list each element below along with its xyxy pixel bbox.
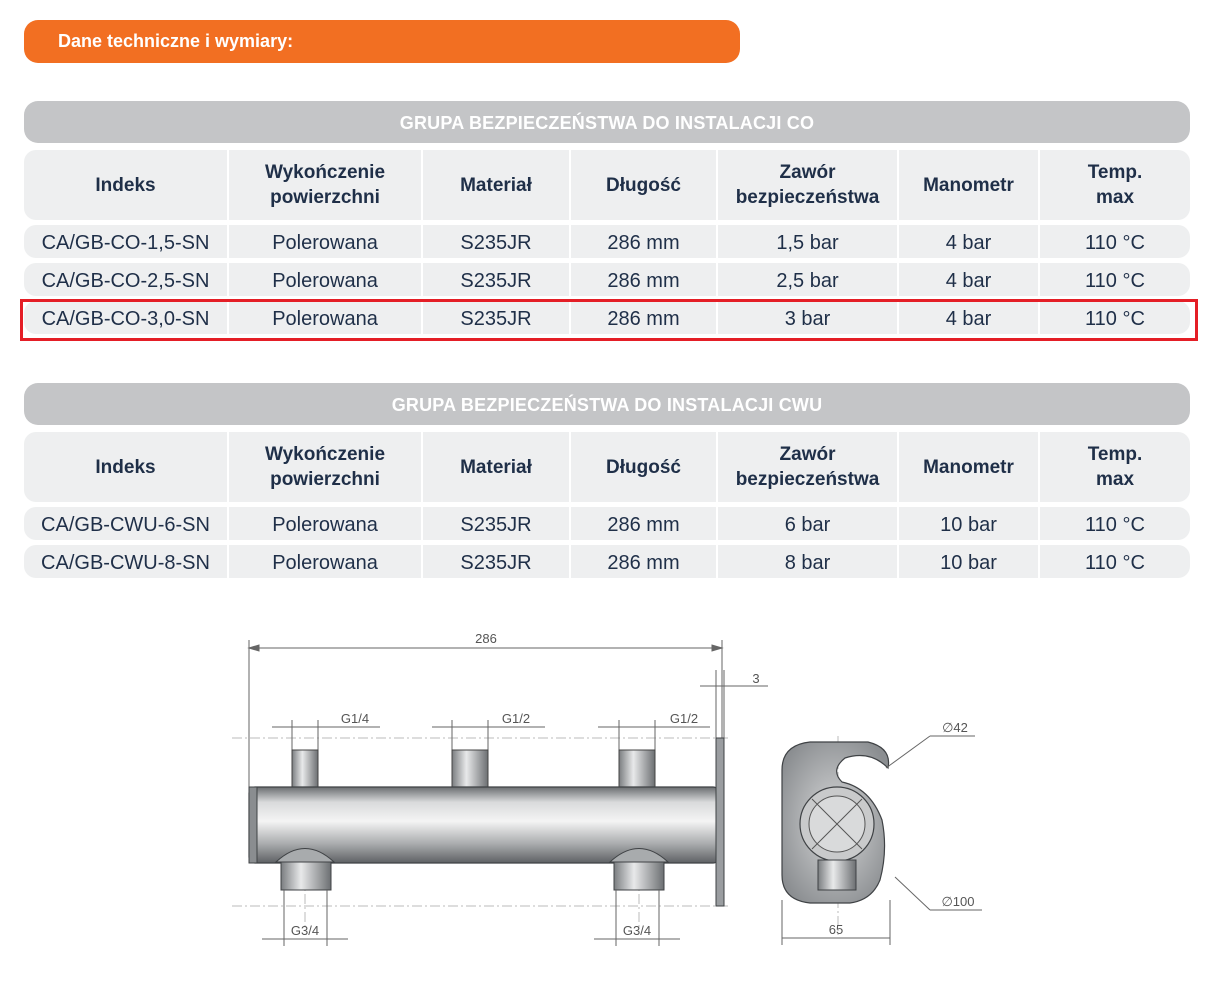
port-label-g12: G1/2 <box>669 711 699 726</box>
section-banner: Dane techniczne i wymiary: <box>24 20 740 63</box>
bottom-dimension-lines <box>262 890 680 946</box>
cell-gauge: 4 bar <box>899 225 1040 258</box>
cell-length: 286 mm <box>571 545 718 578</box>
cell-material: S235JR <box>423 263 571 296</box>
cell-length: 286 mm <box>571 263 718 296</box>
diameter-small-label: ∅42 <box>942 720 968 735</box>
cell-length: 286 mm <box>571 225 718 258</box>
cell-gauge: 4 bar <box>899 263 1040 296</box>
port-label-g14: G1/4 <box>340 711 370 726</box>
cell-temp: 110 °C <box>1085 269 1145 292</box>
pipe-end-cap <box>249 787 257 863</box>
bottom-nozzle <box>610 849 668 891</box>
cell-finish: Polerowana <box>229 545 423 578</box>
wall-flange <box>716 738 724 906</box>
cell-temp: 110 °C <box>1085 551 1145 574</box>
cell-temp: 110 °C <box>1085 231 1145 254</box>
dimension-length-label: 286 <box>475 631 497 646</box>
cell-valve: 2,5 bar <box>718 263 899 296</box>
col-header: Wykończenie powierzchni <box>229 432 423 502</box>
dimension-flange-label: 3 <box>752 671 760 686</box>
col-header: Długość <box>571 150 718 220</box>
diameter-large-label: ∅100 <box>941 894 975 909</box>
col-header: Długość <box>571 432 718 502</box>
cell-index: CA/GB-CWU-8-SN <box>24 545 229 578</box>
cell-material: S235JR <box>423 225 571 258</box>
cell-gauge: 4 bar <box>899 301 1040 334</box>
col-header: Indeks <box>24 432 229 502</box>
col-header: Temp. max <box>1087 162 1143 208</box>
table-row <box>24 545 1190 578</box>
cell-length: 286 mm <box>571 301 718 334</box>
col-header: Temp. max <box>1087 444 1143 490</box>
highlighted-row-frame <box>20 299 1198 341</box>
cell-length: 286 mm <box>571 507 718 540</box>
cell-valve: 8 bar <box>718 545 899 578</box>
cell-finish: Polerowana <box>229 225 423 258</box>
bottom-nozzle <box>276 849 334 891</box>
top-nozzle <box>452 750 488 790</box>
cell-material: S235JR <box>423 545 571 578</box>
cell-material: S235JR <box>423 301 571 334</box>
port-label-g34: G3/4 <box>290 923 320 938</box>
cell-index: CA/GB-CO-3,0-SN <box>24 301 229 334</box>
cell-valve: 6 bar <box>718 507 899 540</box>
cell-index: CA/GB-CO-2,5-SN <box>24 263 229 296</box>
col-header: Manometr <box>899 432 1040 502</box>
top-nozzle <box>292 750 318 790</box>
col-header: Materiał <box>423 150 571 220</box>
cell-index: CA/GB-CO-1,5-SN <box>24 225 229 258</box>
cell-gauge: 10 bar <box>899 507 1040 540</box>
table-title: GRUPA BEZPIECZEŃSTWA DO INSTALACJI CWU <box>24 383 1190 425</box>
table-row <box>24 507 1190 540</box>
side-view <box>782 742 889 903</box>
col-header: Manometr <box>899 150 1040 220</box>
port-label-g12: G1/2 <box>501 711 531 726</box>
cell-finish: Polerowana <box>229 301 423 334</box>
cell-index: CA/GB-CWU-6-SN <box>24 507 229 540</box>
col-header: Materiał <box>423 432 571 502</box>
cell-temp: 110 °C <box>1085 513 1145 536</box>
cell-finish: Polerowana <box>229 263 423 296</box>
top-nozzle <box>619 750 655 790</box>
col-header: Wykończenie powierzchni <box>229 150 423 220</box>
port-label-g34: G3/4 <box>622 923 652 938</box>
cell-temp: 110 °C <box>1085 307 1145 330</box>
table-row <box>24 263 1190 296</box>
cell-finish: Polerowana <box>229 507 423 540</box>
cell-gauge: 10 bar <box>899 545 1040 578</box>
cell-material: S235JR <box>423 507 571 540</box>
table-cwu <box>24 383 1190 578</box>
col-header: Zawór bezpieczeństwa <box>718 150 899 220</box>
table-header <box>24 432 1190 502</box>
cell-valve: 1,5 bar <box>718 225 899 258</box>
col-header: Indeks <box>24 150 229 220</box>
table-row <box>24 225 1190 258</box>
cell-valve: 3 bar <box>718 301 899 334</box>
table-header <box>24 150 1190 220</box>
technical-drawing <box>0 600 1212 1004</box>
side-width-label: 65 <box>828 922 844 937</box>
table-title: GRUPA BEZPIECZEŃSTWA DO INSTALACJI CO <box>24 101 1190 143</box>
col-header: Zawór bezpieczeństwa <box>718 432 899 502</box>
